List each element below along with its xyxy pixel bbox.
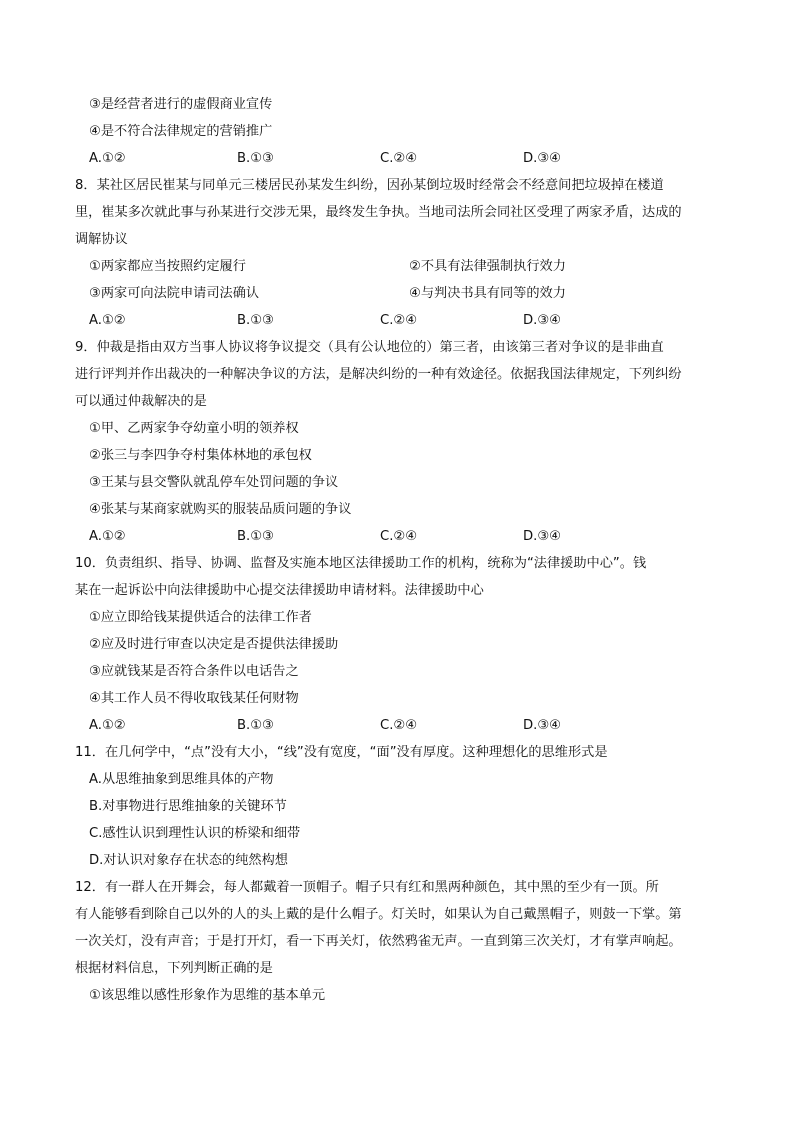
option-b: B.①③: [237, 313, 274, 328]
option-b: B.①③: [237, 529, 274, 544]
q8-choices-row1: [89, 253, 721, 280]
option-d: D.③④: [523, 313, 561, 328]
option-a: A.①②: [89, 313, 126, 328]
question-content: [75, 91, 721, 1009]
q9-choice-1: ①甲、乙两家争夺幼童小明的领养权: [89, 421, 299, 436]
q9-choice-3: ③王某与县交警队就乱停车处罚问题的争议: [89, 475, 339, 490]
q9-choice-4: ④张某与某商家就购买的服装品质问题的争议: [89, 502, 352, 517]
option-c: C.②④: [380, 313, 418, 328]
q12-stem-line2: 有人能够看到除自己以外的人的头上戴的是什么帽子。灯关时，如果认为自己戴黑帽子，则鼓一下掌。第: [75, 907, 682, 922]
option-b: B.①③: [237, 718, 274, 733]
q10-choice-1: ①应立即给钱某提供适合的法律工作者: [89, 610, 312, 625]
q9-choice-2: ②张三与李四争夺村集体林地的承包权: [89, 448, 312, 463]
q10-stem-line2: 某在一起诉讼中向法律援助中心提交法律援助申请材料。法律援助中心: [75, 583, 484, 598]
q12-stem-line4: 根据材料信息，下列判断正确的是: [75, 961, 273, 976]
q12-stem-line1: 12．有一群人在开舞会，每人都戴着一顶帽子。帽子只有红和黑两种颜色，其中黑的至少有一顶。所: [75, 880, 659, 895]
q8-stem-line3: 调解协议: [75, 232, 128, 247]
q12-stem-line3: 一次关灯，没有声音；于是打开灯，看一下再关灯，依然鸦雀无声。一直到第三次关灯，才有掌声响起。: [75, 934, 682, 949]
q7-choice-4: ④是不符合法律规定的营销推广: [89, 124, 273, 139]
option-d: D.③④: [523, 529, 561, 544]
q8-stem-line2: 里，崔某多次就此事与孙某进行交涉无果，最终发生争执。当地司法所会同社区受理了两家矛盾，达成的: [75, 205, 682, 220]
q7-options: [89, 145, 721, 172]
option-a: A.①②: [89, 718, 126, 733]
option-d: D.③④: [523, 151, 561, 166]
q12-choice-1: ①该思维以感性形象作为思维的基本单元: [89, 988, 326, 1003]
option-b: B.①③: [237, 151, 274, 166]
option-d: D.③④: [523, 718, 561, 733]
option-c: C.②④: [380, 718, 418, 733]
q8-choice-1: ①两家都应当按照约定履行: [89, 259, 246, 274]
q8-choices-row2: [89, 280, 721, 307]
option-c: C.②④: [380, 529, 418, 544]
q8-choice-3: ③两家可向法院申请司法确认: [89, 286, 260, 301]
q10-choice-3: ③应就钱某是否符合条件以电话告之: [89, 664, 299, 679]
q8-choice-2: ②不具有法律强制执行效力: [409, 259, 566, 274]
option-a: A.①②: [89, 529, 126, 544]
q11-option-d: D.对认识对象存在状态的纯然构想: [89, 853, 288, 868]
option-a: A.①②: [89, 151, 126, 166]
q8-options: [89, 307, 721, 334]
q9-stem-line2: 进行评判并作出裁决的一种解决争议的方法，是解决纠纷的一种有效途径。依据我国法律规定，下列纠纷: [75, 367, 682, 382]
q11-stem-line1: 11．在几何学中，“点”没有大小，“线”没有宽度，“面”没有厚度。这种理想化的思维形式是: [75, 745, 608, 760]
q9-stem-line1: 9．仲裁是指由双方当事人协议将争议提交（具有公认地位的）第三者，由该第三者对争议的是非曲直: [75, 340, 664, 355]
q10-stem-line1: 10．负责组织、指导、协调、监督及实施本地区法律援助工作的机构，统称为“法律援助中心”。钱: [75, 556, 647, 571]
q9-options: [89, 523, 721, 550]
q8-stem-line1: 8．某社区居民崔某与同单元三楼居民孙某发生纠纷，因孙某倒垃圾时经常会不经意间把垃圾掉在楼道: [75, 178, 664, 193]
q9-stem-line3: 可以通过仲裁解决的是: [75, 394, 207, 409]
q11-option-b: B.对事物进行思维抽象的关键环节: [89, 799, 287, 814]
q7-choice-3: ③是经营者进行的虚假商业宣传: [89, 97, 273, 112]
q10-choice-4: ④其工作人员不得收取钱某任何财物: [89, 691, 299, 706]
q8-choice-4: ④与判决书具有同等的效力: [409, 286, 566, 301]
q11-option-c: C.感性认识到理性认识的桥梁和细带: [89, 826, 301, 841]
q10-options: [89, 712, 721, 739]
option-c: C.②④: [380, 151, 418, 166]
q10-choice-2: ②应及时进行审查以决定是否提供法律援助: [89, 637, 339, 652]
q11-option-a: A.从思维抽象到思维具体的产物: [89, 772, 274, 787]
